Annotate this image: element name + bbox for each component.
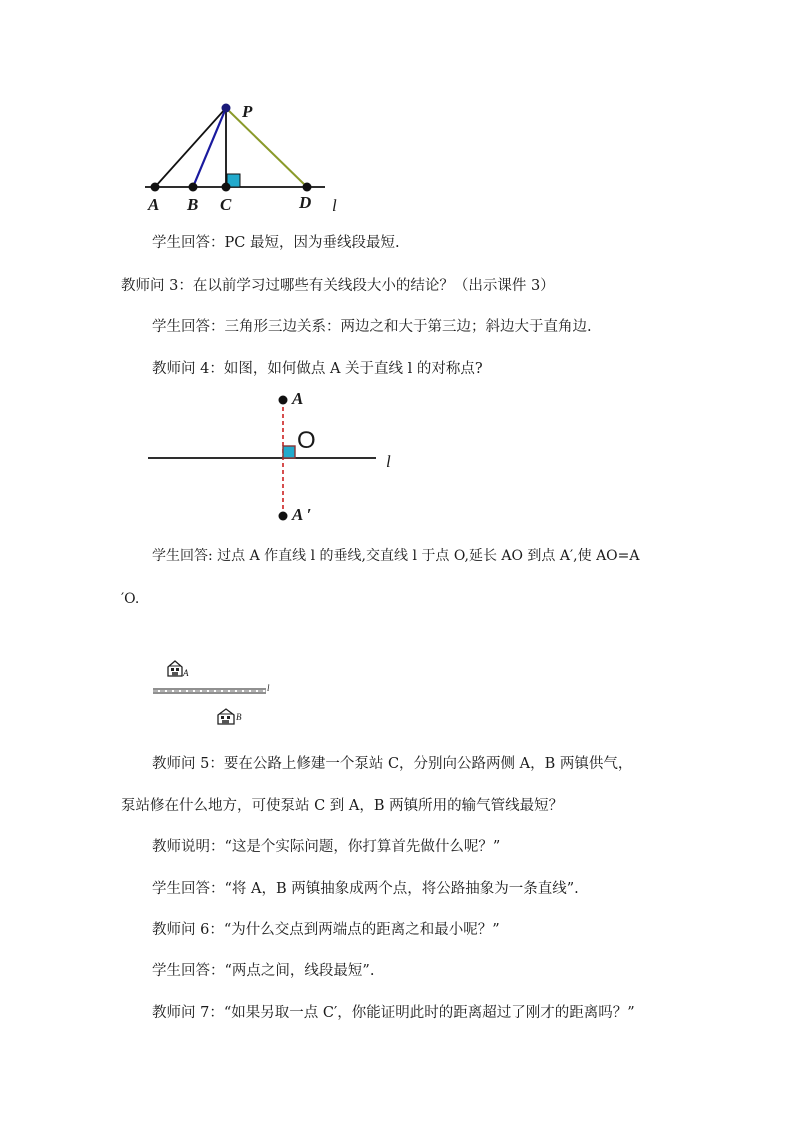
paragraph-student-answer-4: 学生回答：“将 A，B 两镇抽象成两个点，将公路抽象为一条直线”. (152, 881, 579, 897)
point-A (151, 183, 160, 192)
paragraph-teacher-question-7: 教师问 7：“如果另取一点 C′，你能证明此时的距离超过了刚才的距离吗？” (152, 1005, 635, 1021)
point-B (189, 183, 198, 192)
label-C: C (220, 195, 232, 214)
point-D (303, 183, 312, 192)
town-A-icon (168, 661, 182, 676)
label-B: B (236, 712, 242, 722)
paragraph-teacher-question-5a: 教师问 5：要在公路上修建一个泵站 C，分别向公路两侧 A，B 两镇供气， (152, 756, 633, 772)
paragraph-teacher-question-4: 教师问 4：如图，如何做点 A 关于直线 l 的对称点? (152, 361, 483, 377)
point-P (222, 104, 231, 113)
right-angle-marker (283, 446, 295, 458)
label-A: A (183, 668, 189, 678)
point-A-prime (279, 512, 288, 521)
paragraph-student-answer-1: 学生回答：PC 最短，因为垂线段最短. (152, 235, 400, 251)
label-A: A (292, 389, 304, 408)
point-A (279, 396, 288, 405)
figure-reflection (140, 388, 400, 528)
label-l: l (267, 683, 270, 693)
segment-PA (155, 108, 226, 187)
town-B-icon (218, 709, 234, 724)
paragraph-student-answer-5: 学生回答：“两点之间，线段最短”. (152, 963, 375, 979)
paragraph-student-answer-3a: 学生回答: 过点 A 作直线 l 的垂线,交直线 l 于点 O,延长 AO 到点 A′,使 AO=A (152, 548, 640, 564)
paragraph-student-answer-2: 学生回答：三角形三边关系：两边之和大于第三边；斜边大于直角边. (152, 319, 592, 335)
label-A-prime: A ′ (292, 505, 312, 524)
figure-road-towns (150, 657, 280, 737)
label-D: D (299, 193, 312, 212)
label-l: l (386, 452, 391, 471)
paragraph-student-answer-3b: ′O. (121, 591, 140, 607)
label-A: A (148, 195, 160, 214)
label-l: l (332, 196, 337, 215)
label-P: P (242, 102, 253, 121)
paragraph-teacher-question-5b: 泵站修在什么地方，可使泵站 C 到 A，B 两镇所用的输气管线最短？ (121, 798, 564, 814)
paragraph-teacher-explanation: 教师说明：“这是个实际问题，你打算首先做什么呢？” (152, 839, 501, 855)
label-O: O (297, 427, 316, 454)
paragraph-teacher-question-6: 教师问 6：“为什么交点到两端点的距离之和最小呢？” (152, 922, 500, 938)
point-C (222, 183, 231, 192)
label-B: B (187, 195, 199, 214)
segment-PB (193, 108, 226, 187)
paragraph-teacher-question-3: 教师问 3：在以前学习过哪些有关线段大小的结论？（出示课件 3） (121, 278, 555, 294)
